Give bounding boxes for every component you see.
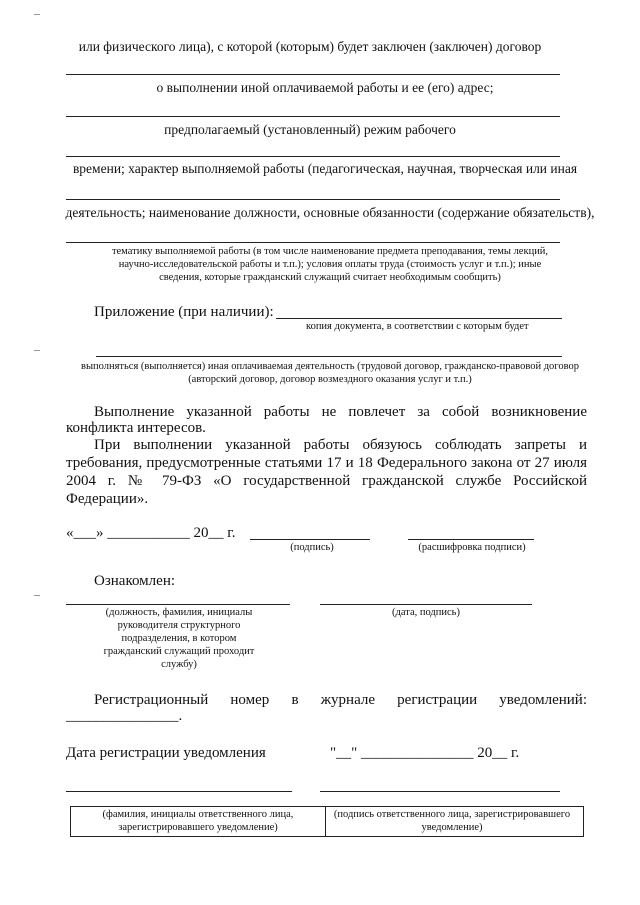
statement-2-line-3: 2004 г. № 79-ФЗ «О государственной гражданской службе Российской — [66, 473, 587, 489]
footer-right-caption: (подпись ответственного лица, зарегистрировавшего уведомление) — [333, 809, 571, 833]
fill-line[interactable] — [96, 356, 562, 357]
margin-mark — [34, 595, 40, 596]
decode-line[interactable] — [408, 539, 534, 540]
appendix-hint-2: выполняться (выполняется) иная оплачиваемая деятельность (трудовой договор, гражданско-правовой договор — [81, 361, 579, 372]
fill-line[interactable] — [66, 242, 560, 243]
decode-caption: (расшифровка подписи) — [418, 542, 526, 553]
appendix-label: Приложение (при наличии): — [94, 304, 274, 320]
fill-line[interactable] — [66, 74, 560, 75]
appendix-hint-3: (авторский договор, договор возмездного оказания услуг и т.п.) — [188, 374, 472, 385]
statement-1-line-2: конфликта интересов. — [66, 420, 206, 436]
footer-left-caption: (фамилия, инициалы ответственного лица, зарегистрировавшего уведомление) — [102, 809, 294, 833]
form-line-5: деятельность; наименование должности, основные обязанности (содержание обязательств), — [65, 205, 595, 220]
form-line-6a: тематику выполняемой работы (в том числе наименование предмета преподавания, темы лекций, — [111, 246, 549, 257]
footer-left-line[interactable] — [66, 791, 292, 792]
registration-line: Регистрационный номер в журнале регистрации уведомлений: — [94, 692, 587, 708]
form-line-2: о выполнении иной оплачиваемой работы и ее (его) адрес; — [156, 80, 494, 95]
form-line-6b: научно-исследовательской работы и т.п.); условия оплаты труда (стоимость услуг и т.п.); иные — [118, 259, 542, 270]
registration-date-label: Дата регистрации уведомления — [66, 745, 266, 761]
signature-date[interactable]: «___» ___________ 20__ г. — [66, 525, 236, 541]
acquainted-left-line[interactable] — [66, 604, 290, 605]
margin-mark — [34, 14, 40, 15]
fill-line[interactable] — [66, 199, 560, 200]
margin-mark — [34, 350, 40, 351]
registration-date-value[interactable]: "__" _______________ 20__ г. — [330, 745, 520, 761]
fill-line[interactable] — [66, 116, 560, 117]
signature-line[interactable] — [250, 539, 370, 540]
registration-number-blank[interactable]: _______________. — [66, 708, 183, 724]
statement-2-line-4: Федерации». — [66, 491, 149, 507]
fill-line[interactable] — [66, 156, 560, 157]
acquainted-right-caption: (дата, подпись) — [392, 607, 460, 618]
form-line-3: предполагаемый (установленный) режим рабочего — [164, 122, 456, 137]
statement-2-line-2: требования, предусмотренные статьями 17 и 18 Федерального закона от 27 июля — [66, 455, 587, 471]
form-line-6c: сведения, которые гражданский служащий считает необходимым сообщить) — [159, 272, 501, 283]
footer-right-line[interactable] — [320, 791, 560, 792]
form-line-1: или физического лица), с которой (которым) будет заключен (заключен) договор — [78, 39, 542, 54]
signature-caption: (подпись) — [290, 542, 334, 553]
appendix-hint-1: копия документа, в соответствии с которым будет — [306, 321, 529, 332]
footer-caption-divider — [325, 806, 326, 837]
statement-1-line-1: Выполнение указанной работы не повлечет за собой возникновение — [94, 404, 587, 420]
form-line-4: времени; характер выполняемой работы (педагогическая, научная, творческая или иная — [72, 161, 578, 176]
acquainted-left-caption: (должность, фамилия, инициалы руководителя структурного подразделения, в котором гражданский служащий проходит службу) — [103, 607, 255, 670]
appendix-fill-line[interactable] — [276, 318, 562, 319]
acquainted-right-line[interactable] — [320, 604, 532, 605]
acquainted-label: Ознакомлен: — [94, 573, 176, 589]
statement-2-line-1: При выполнении указанной работы обязуюсь соблюдать запреты и — [94, 437, 587, 453]
